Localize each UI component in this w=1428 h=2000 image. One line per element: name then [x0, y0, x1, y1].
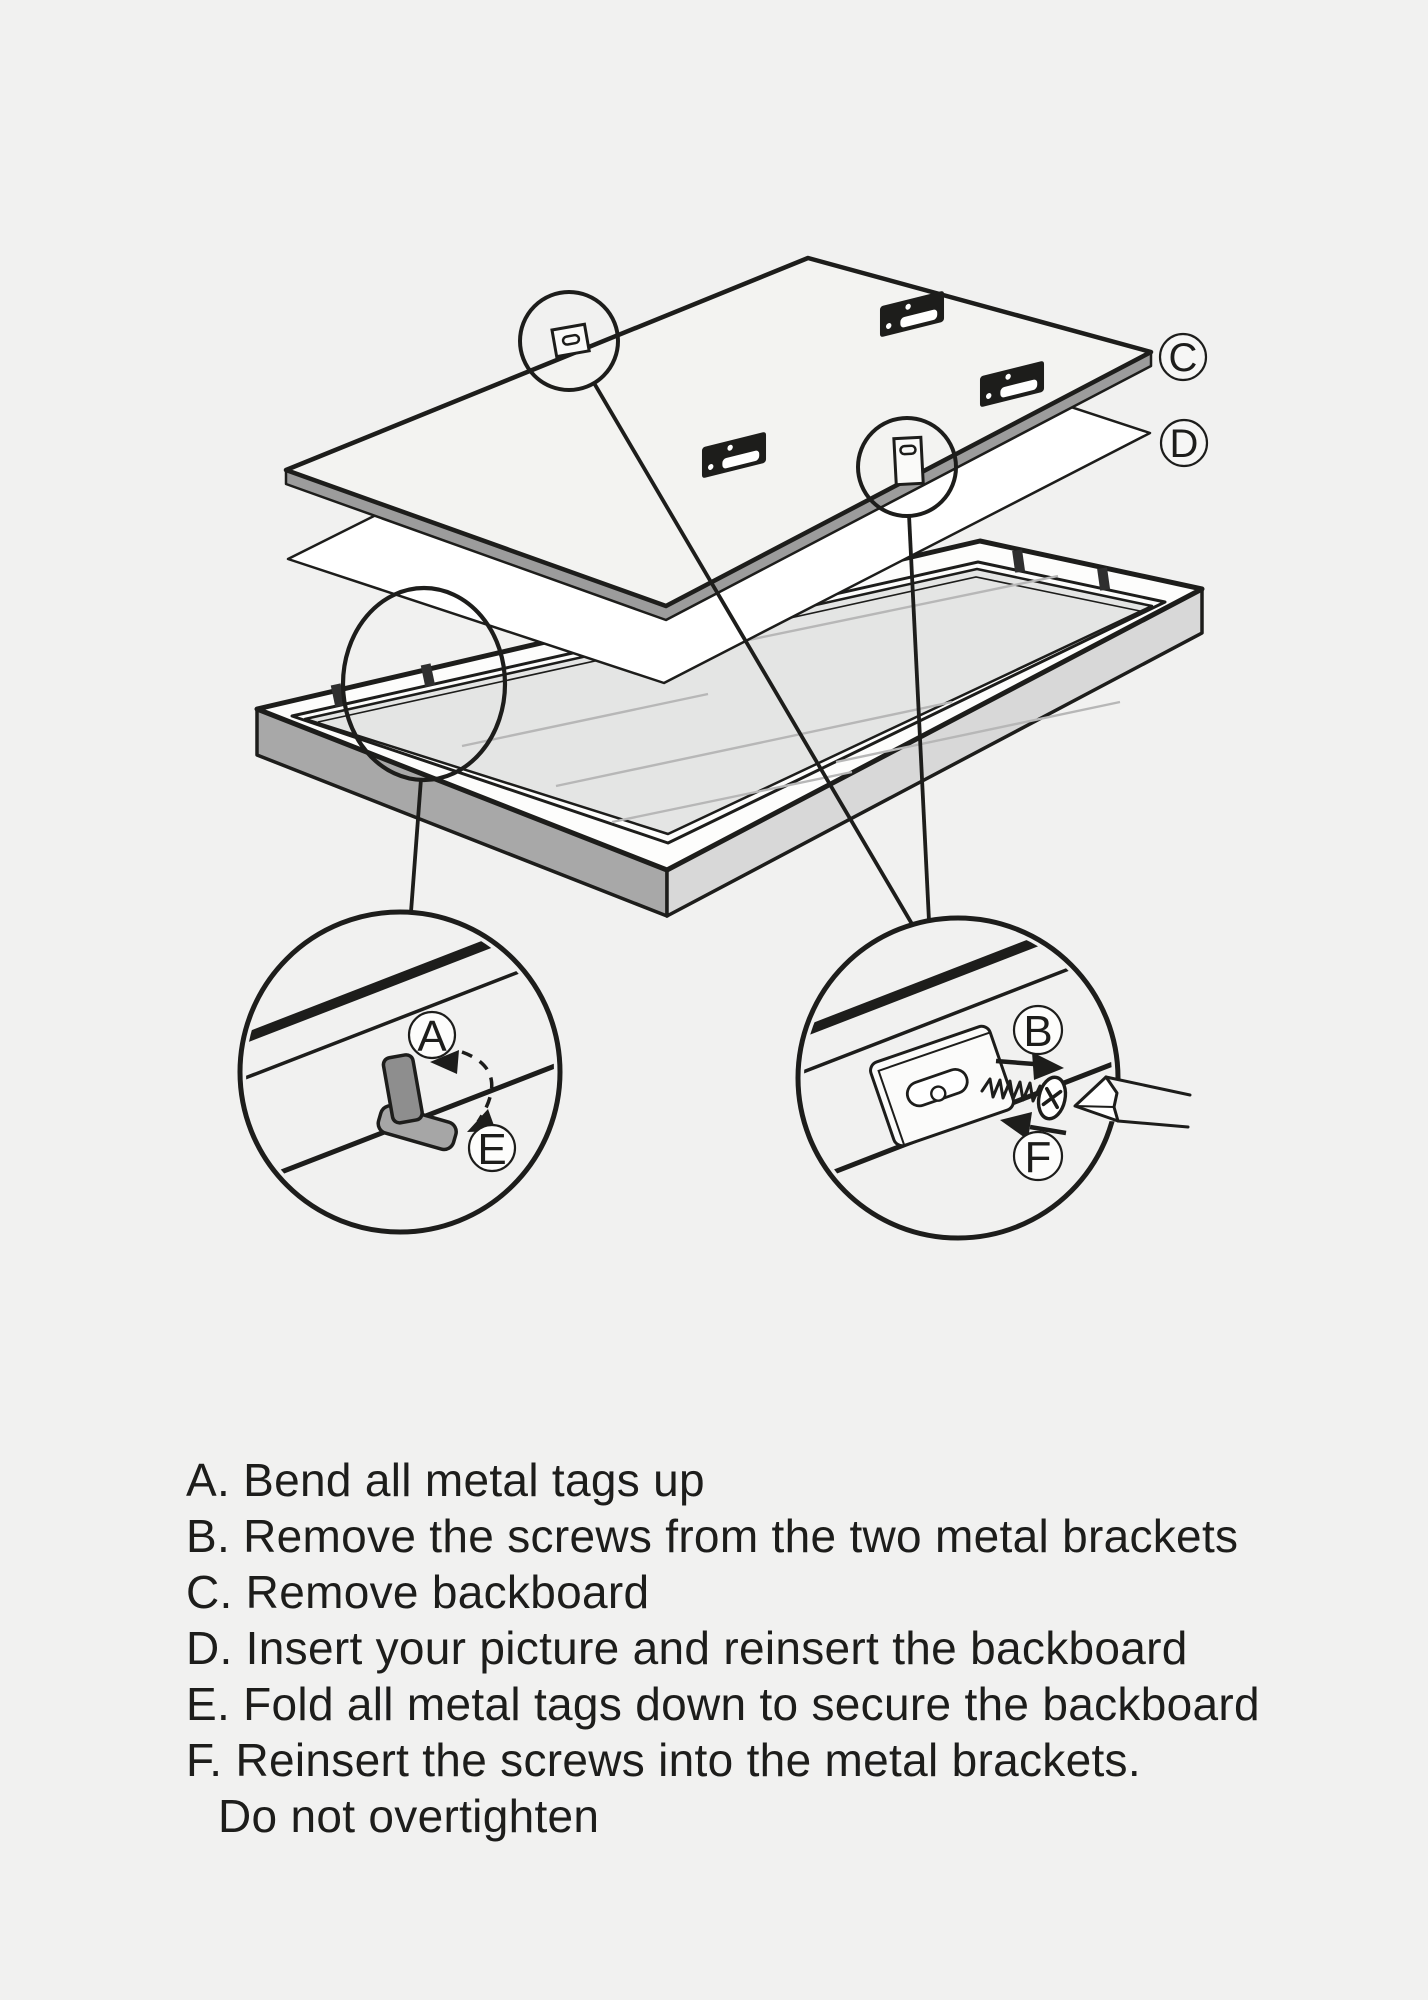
backboard-tag-icon [552, 324, 589, 356]
callout-badge-d [1161, 420, 1207, 466]
callout-badge-f [1014, 1132, 1062, 1182]
instruction-line: B. Remove the screws from the two metal brackets [186, 1510, 1239, 1562]
callout-badge-b [1014, 1006, 1062, 1056]
callout-letter-e: E [477, 1125, 507, 1174]
instruction-line: D. Insert your picture and reinsert the backboard [186, 1622, 1188, 1674]
instruction-line: A. Bend all metal tags up [186, 1454, 705, 1506]
callout-letter-f: F [1024, 1133, 1052, 1182]
instruction-line: C. Remove backboard [186, 1566, 650, 1618]
callout-letter-b: B [1023, 1007, 1053, 1056]
arrow-out-line [996, 1061, 1034, 1064]
callout-badge-c [1160, 334, 1206, 380]
instruction-line: Do not overtighten [218, 1790, 600, 1842]
instruction-line: E. Fold all metal tags down to secure the backboard [186, 1678, 1260, 1730]
detail-circle-bracket-screw [798, 910, 1190, 1238]
instruction-line: F. Reinsert the screws into the metal brackets. [186, 1734, 1141, 1786]
instruction-list [186, 1452, 1260, 1844]
detail-circle-tag-bending [240, 912, 560, 1232]
backboard-tag-icon [894, 437, 923, 484]
callout-letter-c: C [1168, 336, 1198, 380]
callout-letter-d: D [1169, 422, 1199, 466]
callout-letter-a: A [417, 1012, 447, 1061]
